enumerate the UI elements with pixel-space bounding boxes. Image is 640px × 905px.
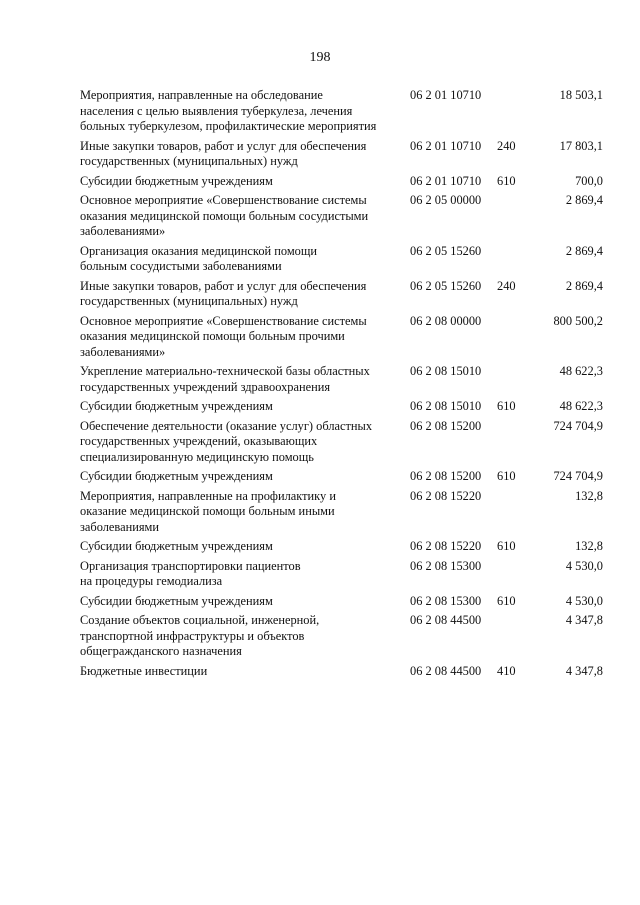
row-name: Иные закупки товаров, работ и услуг для обеспечения государственных (муниципальных) нужд xyxy=(80,138,367,168)
table-row xyxy=(0,364,640,395)
row-code: 06 2 01 10710 xyxy=(410,173,482,188)
row-expense-type: 610 xyxy=(497,539,516,553)
table-row xyxy=(0,244,640,275)
table-row xyxy=(0,139,640,170)
table-row xyxy=(0,193,640,240)
row-amount: 132,8 xyxy=(575,539,603,553)
row-name: Субсидии бюджетным учреждениям xyxy=(80,593,273,608)
row-amount: 724 704,9 xyxy=(553,469,603,483)
row-amount: 2 869,4 xyxy=(565,193,603,207)
row-amount: 18 503,1 xyxy=(559,88,603,102)
table-row xyxy=(0,174,640,190)
row-name: Укрепление материально-технической базы областных государственных учреждений здравоохранения xyxy=(80,364,370,394)
row-expense-type: 240 xyxy=(497,138,516,153)
row-amount: 2 869,4 xyxy=(565,278,603,293)
table-row xyxy=(0,399,640,415)
row-expense-type: 610 xyxy=(497,593,516,608)
row-code: 06 2 08 15200 xyxy=(410,469,482,483)
row-amount: 700,0 xyxy=(575,173,603,188)
table-row xyxy=(0,279,640,310)
row-name: Субсидии бюджетным учреждениям xyxy=(80,469,273,483)
row-amount: 4 347,8 xyxy=(565,663,603,678)
row-amount: 800 500,2 xyxy=(553,313,603,328)
row-code: 06 2 05 15260 xyxy=(410,243,482,258)
row-expense-type: 410 xyxy=(497,663,516,678)
row-expense-type: 610 xyxy=(497,399,516,413)
row-name: Мероприятия, направленные на профилактику и оказание медицинской помощи больным иными заболеваниями xyxy=(80,488,336,534)
row-name: Мероприятия, направленные на обследование населения с целью выявления туберкулеза, лечения больных туберкулезом, профилактические мероприятия xyxy=(80,88,377,133)
row-name: Субсидии бюджетным учреждениям xyxy=(80,399,273,413)
table-row xyxy=(0,88,640,135)
row-amount: 2 869,4 xyxy=(565,243,603,258)
row-name: Бюджетные инвестиции xyxy=(80,663,208,678)
row-code: 06 2 08 44500 xyxy=(410,613,482,627)
row-name: Иные закупки товаров, работ и услуг для обеспечения государственных (муниципальных) нужд xyxy=(80,278,367,308)
row-amount: 724 704,9 xyxy=(553,418,603,433)
row-amount: 48 622,3 xyxy=(559,364,603,378)
table-row xyxy=(0,469,640,485)
row-amount: 17 803,1 xyxy=(559,138,603,153)
table-row xyxy=(0,314,640,361)
row-code: 06 2 08 15220 xyxy=(410,488,482,503)
row-name: Организация оказания медицинской помощи больным сосудистыми заболеваниями xyxy=(80,243,318,273)
row-name: Субсидии бюджетным учреждениям xyxy=(80,539,273,553)
row-code: 06 2 08 15010 xyxy=(410,399,482,413)
budget-table xyxy=(0,88,640,683)
row-code: 06 2 08 44500 xyxy=(410,663,482,678)
table-row xyxy=(0,489,640,536)
table-row xyxy=(0,559,640,590)
row-name: Создание объектов социальной, инженерной, транспортной инфраструктуры и объектов общегражданского назначения xyxy=(80,613,320,658)
row-code: 06 2 01 10710 xyxy=(410,88,482,102)
row-code: 06 2 08 15300 xyxy=(410,558,482,573)
row-code: 06 2 08 15220 xyxy=(410,539,482,553)
row-code: 06 2 08 15010 xyxy=(410,364,482,378)
row-expense-type: 240 xyxy=(497,278,516,293)
row-amount: 48 622,3 xyxy=(559,399,603,413)
row-amount: 4 347,8 xyxy=(565,613,603,627)
row-code: 06 2 05 15260 xyxy=(410,278,482,293)
table-row xyxy=(0,539,640,555)
table-row xyxy=(0,419,640,466)
row-name: Организация транспортировки пациентов на процедуры гемодиализа xyxy=(80,558,301,588)
row-code: 06 2 08 15300 xyxy=(410,593,482,608)
row-name: Обеспечение деятельности (оказание услуг) областных государственных учреждений, оказывающих специализированную медицинскую помощь xyxy=(80,418,373,464)
row-code: 06 2 08 00000 xyxy=(410,313,482,328)
row-expense-type: 610 xyxy=(497,173,516,188)
row-amount: 4 530,0 xyxy=(565,593,603,608)
row-code: 06 2 08 15200 xyxy=(410,418,482,433)
row-name: Субсидии бюджетным учреждениям xyxy=(80,173,273,188)
row-name: Основное мероприятие «Совершенствование системы оказания медицинской помощи больным прочими заболеваниями» xyxy=(80,313,367,359)
table-row xyxy=(0,613,640,660)
table-row xyxy=(0,664,640,680)
row-name: Основное мероприятие «Совершенствование системы оказания медицинской помощи больным сосудистыми заболеваниями» xyxy=(80,193,369,238)
row-code: 06 2 05 00000 xyxy=(410,193,482,207)
row-amount: 4 530,0 xyxy=(565,558,603,573)
row-amount: 132,8 xyxy=(575,488,603,503)
row-code: 06 2 01 10710 xyxy=(410,138,482,153)
page-number: 198 xyxy=(309,50,331,65)
table-row xyxy=(0,594,640,610)
row-expense-type: 610 xyxy=(497,469,516,483)
